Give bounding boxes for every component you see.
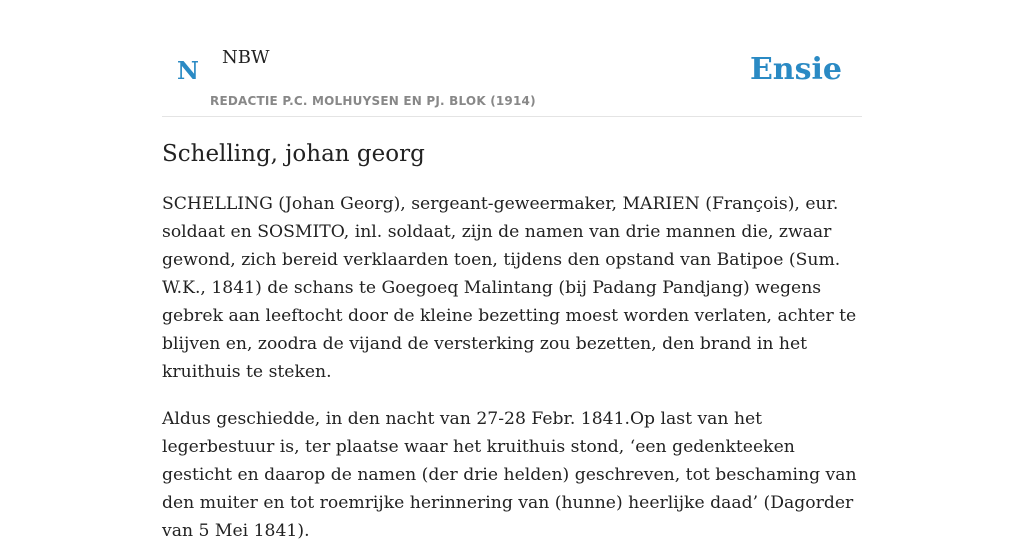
article-paragraph: Aldus geschiedde, in den nacht van 27-28 Febr. 1841.Op last van het legerbestuur is, ter plaatse waar het kruithuis stond, ‘een gedenkteeken gesticht en daarop de namen (der drie helden) geschreven, tot beschaming van den muiter en tot roemrijke herinnering van (hunne) heerlijke daad’ (Dagorder van 5 Mei 1841). — [162, 409, 857, 541]
brand-logo-link[interactable]: Ensie — [749, 52, 842, 87]
source-logo[interactable]: N — [177, 56, 199, 85]
source-editors: REDACTIE P.C. MOLHUYSEN EN PJ. BLOK (1914) — [210, 94, 536, 108]
page-header — [162, 0, 862, 117]
article — [162, 138, 862, 545]
source-name[interactable]: NBW — [222, 47, 270, 68]
article-paragraph: SCHELLING (Johan Georg), sergeant-geweermaker, MARIEN (François), eur. soldaat en SOSMITO, inl. soldaat, zijn de namen van drie mannen die, zwaar gewond, zich bereid verklaarden toen, tijdens den opstand van Batipoe (Sum. W.K., 1841) de schans te Goegoeq Malintang (bij Padang Pandjang) wegens gebrek aan leeftocht door de kleine bezetting moest worden verlaten, achter te blijven en, zoodra de vijand de versterking zou bezetten, den brand in het kruithuis te steken. — [162, 194, 857, 382]
article-title: Schelling, johan georg — [162, 141, 425, 167]
